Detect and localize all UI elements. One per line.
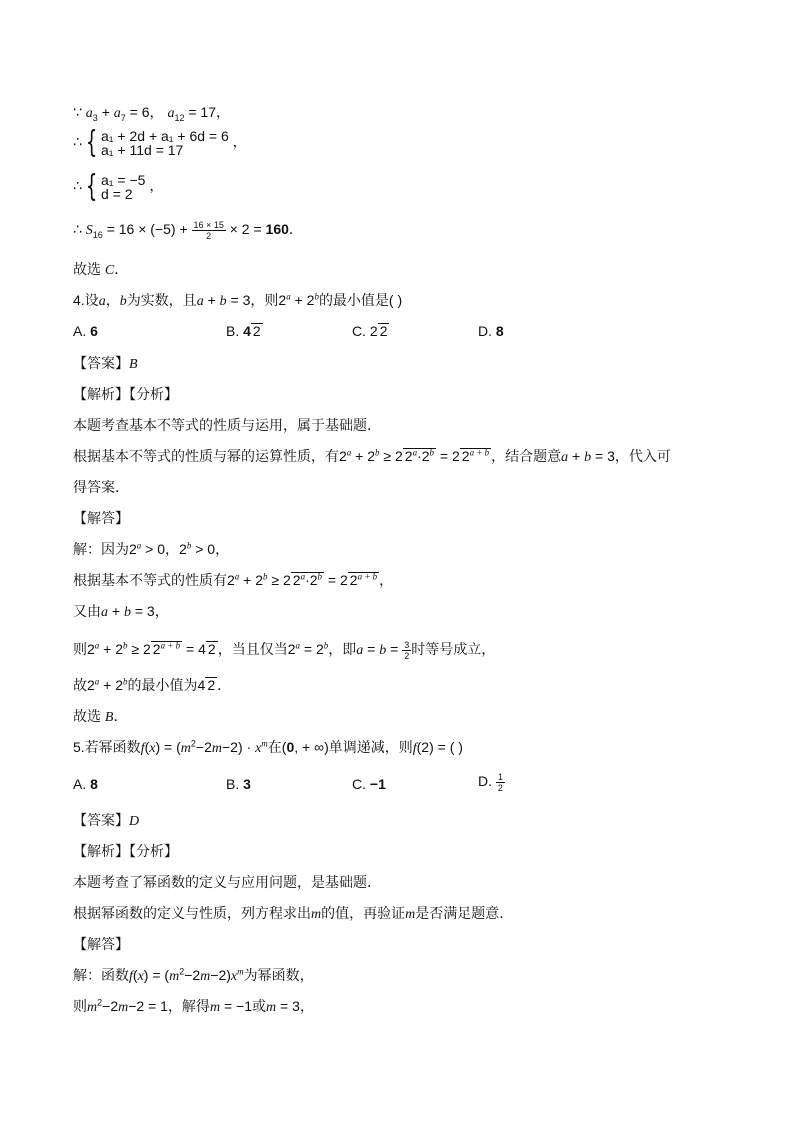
- solution-line-sum: ∴ $S_{16} = 16 \times (-5)$ + $\frac{16 \times 15}{2}$ × 2 = 160．: [73, 220, 303, 241]
- q5-answer: 【答案】D: [73, 812, 140, 829]
- q4-analysis-label: 【解析】【分析】: [73, 386, 178, 402]
- solution-line-given: ∵ $a_3 + a_7 = 6$， $a_{12} = 17$，: [73, 104, 230, 123]
- q5-solution-2: 则$m^2-2m-2 = 1$，解得m = −1或m = 3，: [73, 997, 314, 1015]
- q4-analysis-1: 本题考查基本不等式的性质与运用，属于基础题．: [73, 417, 381, 433]
- q4-option-c[interactable]: C. 2 2: [352, 323, 388, 339]
- q4-final-choice: 故选 B．: [73, 708, 128, 725]
- q4-analysis-2: 根据基本不等式的性质与幂的运算性质，有$2^a + 2^b \ge 2$ $2^a\cdot 2^b = 2$ $2^{a + b}$ ，结合题意a + b = 3，代入可: [73, 447, 671, 465]
- final-choice-prev: 故选 C．: [73, 261, 129, 278]
- q5-option-a[interactable]: A. 8: [73, 776, 98, 792]
- q5-solution-label: 【解答】: [73, 936, 129, 952]
- system-eq-3: a₁ = −5: [101, 172, 146, 188]
- q4-solution-4: 则$2^a + 2^b \ge 2$ $2^{a + b} = 4$ 2 ，当且仅当$2^a = 2^b$，即a = b = $\frac{3}{2}$ 时等号成立，: [73, 640, 496, 661]
- solution-line-system-1: ∴ { a₁ + 2d + a₁ + 6d = 6 a₁ + 11d = 17 ，: [73, 125, 247, 160]
- question-5-stem: 5.若幂函数$f(x) = (m^2-2m-2) \cdot x^m$在(0, + ∞)单调递减，则f(2) = ( ): [73, 738, 463, 756]
- question-4-stem: 4.设a，b为实数，且a + b = 3，则$2^a + 2^b$的最小值是( ): [73, 291, 403, 309]
- q4-solution-5: 故$2^a + 2^b$的最小值为4 2 ．: [73, 676, 232, 693]
- q4-solution-2: 根据基本不等式的性质有$2^a + 2^b \ge 2$ $2^a\cdot 2^b = 2$ $2^{a + b}$ ，: [73, 571, 394, 588]
- q4-option-a[interactable]: A. 6: [73, 323, 98, 339]
- q4-answer: 【答案】B: [73, 355, 138, 372]
- q4-solution-label: 【解答】: [73, 510, 129, 526]
- q5-option-c[interactable]: C. −1: [352, 776, 386, 792]
- q5-analysis-2: 根据幂函数的定义与性质，列方程求出m的值，再验证m是否满足题意．: [73, 905, 514, 922]
- q4-analysis-3: 得答案．: [73, 479, 129, 495]
- q5-option-b[interactable]: B. 3: [226, 776, 251, 792]
- system-eq-1: a₁ + 2d + a₁ + 6d = 6: [101, 128, 229, 144]
- system-eq-2: a₁ + 11d = 17: [101, 142, 184, 158]
- q5-solution-1: 解：函数$f(x) = (m^2-2m-2)x^m$为幂函数，: [73, 966, 314, 984]
- system-eq-4: d = 2: [101, 186, 133, 202]
- q4-option-d[interactable]: D. 8: [478, 323, 504, 339]
- q5-analysis-1: 本题考查了幂函数的定义与应用问题，是基础题．: [73, 874, 381, 890]
- q4-solution-1: 解：因为$2^a > 0$，$2^b > 0$，: [73, 540, 230, 557]
- q4-option-b[interactable]: B. 4 2: [226, 323, 261, 339]
- q4-solution-3: 又由a + b = 3，: [73, 603, 169, 620]
- q5-analysis-label: 【解析】【分析】: [73, 843, 178, 859]
- q5-option-d[interactable]: D. $\frac{1}{2}$: [478, 772, 503, 793]
- solution-line-system-2: ∴ { a₁ = −5 d = 2 ，: [73, 169, 164, 204]
